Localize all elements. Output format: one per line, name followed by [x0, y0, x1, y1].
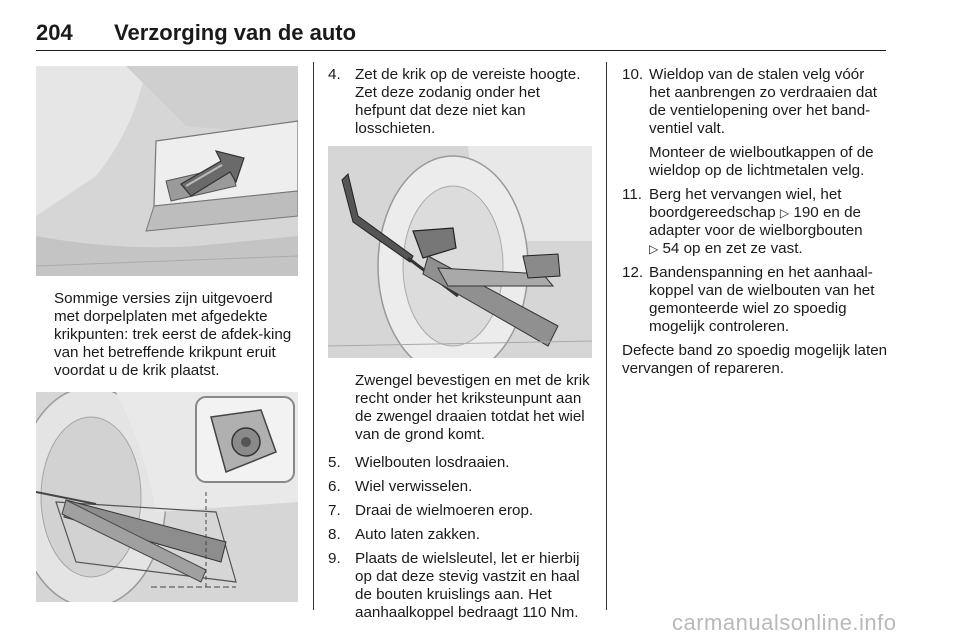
step-text: Bandenspanning en het aanhaal-koppel van de wielbouten van het gemonteerde wiel zo spoedig mogelijk controleren. [649, 264, 875, 335]
sill-cover-illustration [36, 66, 298, 276]
step-10-note: Monteer de wielboutkappen of de wieldop op de lichtmetalen velg. [649, 144, 874, 179]
column-divider [606, 62, 607, 610]
jack-position-illustration [36, 392, 298, 602]
step-text: en de adapter voor de wielborgbouten [649, 204, 863, 239]
step-number: 11. [622, 186, 642, 203]
step-text: Wiel verwisselen. [355, 478, 473, 495]
step-number: 4. [328, 66, 341, 83]
step-number: 12. [622, 264, 644, 281]
column-left [36, 66, 298, 602]
step-number: 8. [328, 526, 341, 543]
step-4 [328, 66, 592, 138]
jack-crank-illustration [328, 146, 592, 358]
step-12 [622, 264, 888, 336]
step-number: 10. [622, 66, 644, 83]
steps-list-continued [622, 66, 888, 336]
step-5 [328, 454, 592, 472]
step-7 [328, 502, 592, 520]
step-text: Draai de wielmoeren erop. [355, 502, 534, 519]
step-8 [328, 526, 592, 544]
step-text: Wieldop van de stalen velg vóór het aanbrengen zo verdraaien dat de ventielopening over het band-ventiel valt. [649, 66, 877, 137]
steps-list [328, 454, 592, 622]
step-number: 6. [328, 478, 341, 495]
page-reference-link[interactable]: 190 [793, 204, 819, 221]
watermark: carmanualsonline.info [672, 610, 897, 635]
page-reference-link[interactable]: 54 [662, 240, 680, 257]
step-number: 9. [328, 550, 341, 567]
closing-note: Defecte band zo spoedig mogelijk laten vervangen of repareren. [622, 342, 888, 377]
sill-cover-caption: Sommige versies zijn uitgevoerd met dorpelplaten met afgedekte krikpunten: trek eerst de afdek-king van het betreffende krikpunt eruit voordat u de krik plaatst. [54, 290, 292, 379]
step-number: 7. [328, 502, 341, 519]
page-number: 204 [36, 20, 73, 45]
step-text: op en zet ze vast. [683, 240, 803, 257]
step-10 [622, 66, 888, 180]
step-11 [622, 186, 888, 258]
column-divider [313, 62, 314, 610]
step-text: Wielbouten losdraaien. [355, 454, 510, 471]
step-text: Auto laten zakken. [355, 526, 480, 543]
step-number: 5. [328, 454, 341, 471]
step-9 [328, 550, 592, 622]
crank-caption: Zwengel bevestigen en met de krik recht onder het kriksteunpunt aan de zwengel draaien totdat het wiel van de grond komt. [355, 372, 590, 443]
triangle-right-icon: ▷ [649, 242, 659, 256]
page-title: Verzorging van de auto [114, 20, 357, 45]
page-header [36, 18, 886, 51]
step-text: Zet de krik op de vereiste hoogte. Zet deze zodanig onder het hefpunt dat deze niet kan losschieten. [355, 66, 581, 137]
column-right [622, 66, 888, 378]
step-6 [328, 478, 592, 496]
triangle-right-icon: ▷ [779, 206, 790, 220]
step-text: Berg het vervangen wiel, het boordgereedschap [649, 186, 842, 221]
column-middle [328, 66, 592, 628]
step-text: Plaats de wielsleutel, let er hierbij op dat deze stevig vastzit en haal de bouten kruislings aan. Het aanhaalkoppel bedraagt 110 Nm. [355, 550, 580, 621]
